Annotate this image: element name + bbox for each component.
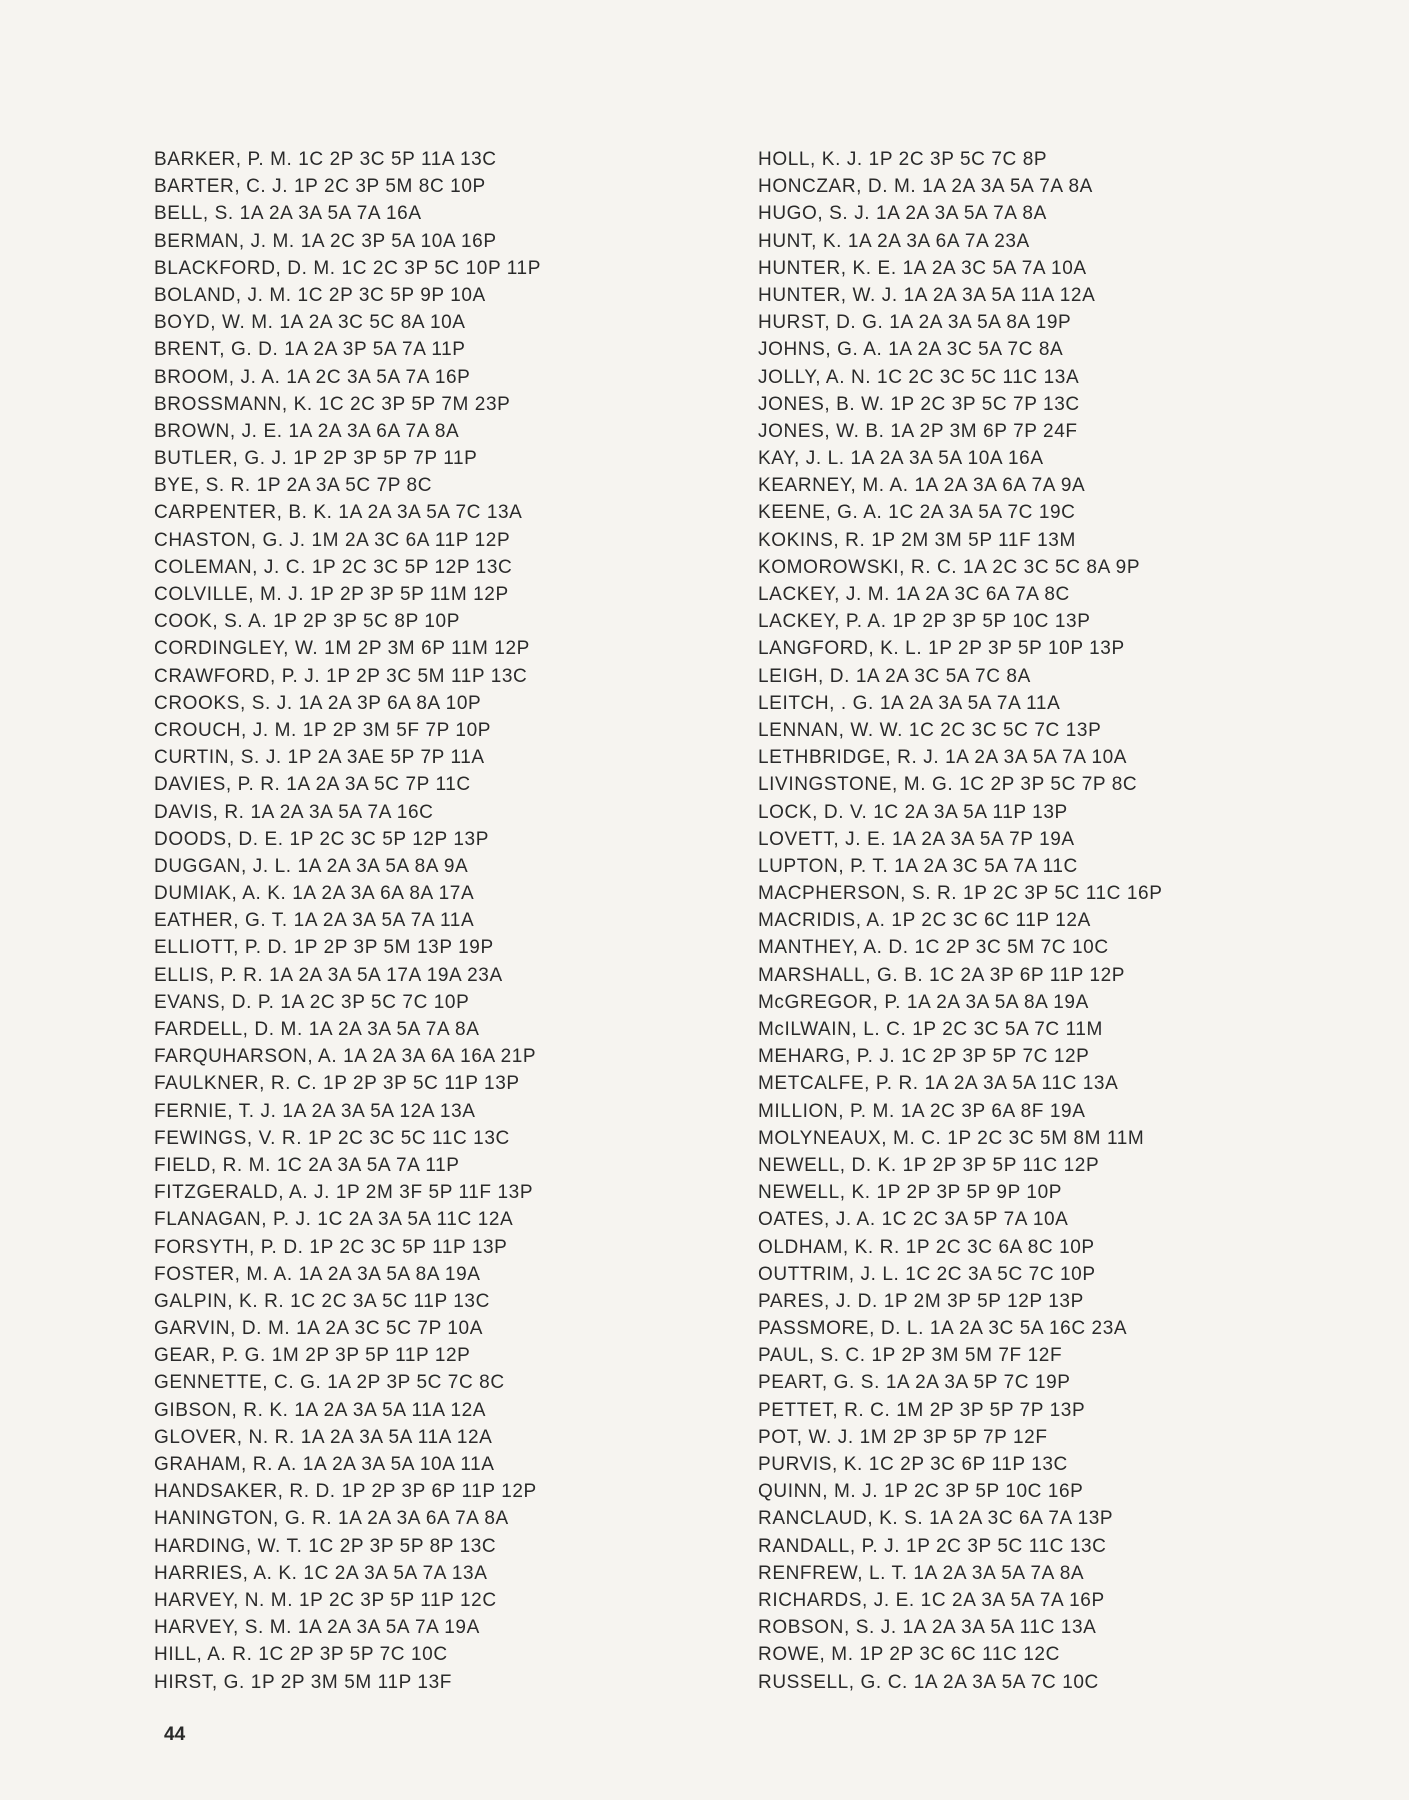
list-item: COLEMAN, J. C. 1P 2C 3C 5P 12P 13C — [154, 556, 513, 578]
list-item: RENFREW, L. T. 1A 2A 3A 5A 7A 8A — [758, 1562, 1085, 1584]
list-item: LIVINGSTONE, M. G. 1C 2P 3P 5C 7P 8C — [758, 774, 1138, 796]
list-item: COOK, S. A. 1P 2P 3P 5C 8P 10P — [154, 611, 460, 633]
list-item: GEAR, P. G. 1M 2P 3P 5P 11P 12P — [154, 1345, 471, 1367]
list-item: McGREGOR, P. 1A 2A 3A 5A 8A 19A — [758, 991, 1089, 1013]
list-item: KEENE, G. A. 1C 2A 3A 5A 7C 19C — [758, 502, 1076, 524]
list-item: LENNAN, W. W. 1C 2C 3C 5C 7C 13P — [758, 719, 1102, 741]
list-item: CHASTON, G. J. 1M 2A 3C 6A 11P 12P — [154, 529, 511, 551]
list-item: BLACKFORD, D. M. 1C 2C 3P 5C 10P 11P — [154, 257, 541, 279]
list-item: BELL, S. 1A 2A 3A 5A 7A 16A — [154, 203, 422, 225]
page-number: 44 — [164, 1724, 186, 1745]
list-item: PASSMORE, D. L. 1A 2A 3C 5A 16C 23A — [758, 1318, 1128, 1340]
list-item: HOLL, K. J. 1P 2C 3P 5C 7C 8P — [758, 149, 1048, 170]
list-item: RUSSELL, G. C. 1A 2A 3A 5A 7C 10C — [758, 1671, 1099, 1693]
list-item: HARVEY, N. M. 1P 2C 3P 5P 11P 12C — [154, 1589, 497, 1611]
list-item: FLANAGAN, P. J. 1C 2A 3A 5A 11C 12A — [154, 1209, 514, 1231]
list-item: BARTER, C. J. 1P 2C 3P 5M 8C 10P — [154, 176, 486, 198]
list-item: LEITCH, . G. 1A 2A 3A 5A 7A 11A — [758, 692, 1061, 714]
list-item: GLOVER, N. R. 1A 2A 3A 5A 11A 12A — [154, 1426, 493, 1448]
list-item: FERNIE, T. J. 1A 2A 3A 5A 12A 13A — [154, 1100, 476, 1122]
list-item: COLVILLE, M. J. 1P 2P 3P 5P 11M 12P — [154, 584, 509, 605]
list-item: BERMAN, J. M. 1A 2C 3P 5A 10A 16P — [154, 230, 497, 252]
list-item: HARDING, W. T. 1C 2P 3P 5P 8P 13C — [154, 1535, 497, 1557]
list-item: CARPENTER, B. K. 1A 2A 3A 5A 7C 13A — [154, 502, 523, 524]
list-item: MILLION, P. M. 1A 2C 3P 6A 8F 19A — [758, 1100, 1086, 1122]
list-item: FEWINGS, V. R. 1P 2C 3C 5C 11C 13C — [154, 1127, 510, 1149]
list-item: FIELD, R. M. 1C 2A 3A 5A 7A 11P — [154, 1154, 460, 1176]
list-item: LANGFORD, K. L. 1P 2P 3P 5P 10P 13P — [758, 638, 1125, 660]
list-item: JONES, B. W. 1P 2C 3P 5C 7P 13C — [758, 393, 1080, 415]
list-item: OATES, J. A. 1C 2C 3A 5P 7A 10A — [758, 1209, 1069, 1231]
list-item: FORSYTH, P. D. 1P 2C 3C 5P 11P 13P — [154, 1236, 508, 1258]
list-item: PETTET, R. C. 1M 2P 3P 5P 7P 13P — [758, 1399, 1086, 1421]
list-item: FARQUHARSON, A. 1A 2A 3A 6A 16A 21P — [154, 1046, 537, 1068]
list-item: KEARNEY, M. A. 1A 2A 3A 6A 7A 9A — [758, 475, 1086, 497]
list-item: DAVIES, P. R. 1A 2A 3A 5C 7P 11C — [154, 774, 471, 796]
list-item: EATHER, G. T. 1A 2A 3A 5A 7A 11A — [154, 910, 475, 932]
list-item: HIRST, G. 1P 2P 3M 5M 11P 13F — [154, 1671, 452, 1693]
list-item: GALPIN, K. R. 1C 2C 3A 5C 11P 13C — [154, 1290, 490, 1312]
list-item: DUGGAN, J. L. 1A 2A 3A 5A 8A 9A — [154, 855, 469, 877]
list-item: OLDHAM, K. R. 1P 2C 3C 6A 8C 10P — [758, 1236, 1095, 1258]
list-item: LOVETT, J. E. 1A 2A 3A 5A 7P 19A — [758, 828, 1075, 850]
list-item: JOHNS, G. A. 1A 2A 3C 5A 7C 8A — [758, 339, 1064, 361]
list-item: RICHARDS, J. E. 1C 2A 3A 5A 7A 16P — [758, 1589, 1105, 1611]
list-item: HILL, A. R. 1C 2P 3P 5P 7C 10C — [154, 1644, 448, 1666]
list-item: EVANS, D. P. 1A 2C 3P 5C 7C 10P — [154, 991, 470, 1013]
list-item: BROOM, J. A. 1A 2C 3A 5A 7A 16P — [154, 366, 471, 388]
list-item: RANDALL, P. J. 1P 2C 3P 5C 11C 13C — [758, 1535, 1107, 1557]
list-item: HUGO, S. J. 1A 2A 3A 5A 7A 8A — [758, 203, 1047, 225]
list-item: BROWN, J. E. 1A 2A 3A 6A 7A 8A — [154, 420, 460, 442]
list-item: DOODS, D. E. 1P 2C 3C 5P 12P 13P — [154, 828, 489, 850]
list-item: HUNTER, W. J. 1A 2A 3A 5A 11A 12A — [758, 284, 1096, 306]
list-item: ROBSON, S. J. 1A 2A 3A 5A 11C 13A — [758, 1617, 1097, 1639]
list-item: DUMIAK, A. K. 1A 2A 3A 6A 8A 17A — [154, 883, 475, 905]
list-item: LACKEY, J. M. 1A 2A 3C 6A 7A 8C — [758, 584, 1070, 605]
list-item: KOKINS, R. 1P 2M 3M 5P 11F 13M — [758, 529, 1076, 551]
list-item: BRENT, G. D. 1A 2A 3P 5A 7A 11P — [154, 339, 466, 361]
list-item: HANINGTON, G. R. 1A 2A 3A 6A 7A 8A — [154, 1508, 509, 1530]
list-item: KOMOROWSKI, R. C. 1A 2C 3C 5C 8A 9P — [758, 556, 1141, 578]
list-item: FARDELL, D. M. 1A 2A 3A 5A 7A 8A — [154, 1019, 480, 1040]
list-item: CROUCH, J. M. 1P 2P 3M 5F 7P 10P — [154, 719, 492, 741]
list-item: GIBSON, R. K. 1A 2A 3A 5A 11A 12A — [154, 1399, 487, 1421]
list-item: GENNETTE, C. G. 1A 2P 3P 5C 7C 8C — [154, 1372, 505, 1394]
list-item: BOLAND, J. M. 1C 2P 3C 5P 9P 10A — [154, 284, 486, 306]
list-item: JONES, W. B. 1A 2P 3M 6P 7P 24F — [758, 420, 1078, 442]
list-item: RANCLAUD, K. S. 1A 2A 3C 6A 7A 13P — [758, 1508, 1114, 1530]
list-item: ELLIS, P. R. 1A 2A 3A 5A 17A 19A 23A — [154, 964, 503, 986]
list-item: LACKEY, P. A. 1P 2P 3P 5P 10C 13P — [758, 611, 1091, 633]
list-item: BUTLER, G. J. 1P 2P 3P 5P 7P 11P — [154, 448, 478, 470]
list-item: BARKER, P. M. 1C 2P 3C 5P 11A 13C — [154, 149, 497, 170]
list-item: HARRIES, A. K. 1C 2A 3A 5A 7A 13A — [154, 1562, 488, 1584]
list-item: CRAWFORD, P. J. 1P 2P 3C 5M 11P 13C — [154, 665, 528, 687]
list-item: MANTHEY, A. D. 1C 2P 3C 5M 7C 10C — [758, 937, 1109, 959]
list-item: HANDSAKER, R. D. 1P 2P 3P 6P 11P 12P — [154, 1481, 537, 1503]
list-item: LUPTON, P. T. 1A 2A 3C 5A 7A 11C — [758, 855, 1078, 877]
list-item: HARVEY, S. M. 1A 2A 3A 5A 7A 19A — [154, 1617, 480, 1639]
list-item: GRAHAM, R. A. 1A 2A 3A 5A 10A 11A — [154, 1454, 495, 1475]
list-item: PAUL, S. C. 1P 2P 3M 5M 7F 12F — [758, 1345, 1063, 1367]
list-item: BYE, S. R. 1P 2A 3A 5C 7P 8C — [154, 475, 433, 497]
list-item: FOSTER, M. A. 1A 2A 3A 5A 8A 19A — [154, 1263, 481, 1285]
list-item: METCALFE, P. R. 1A 2A 3A 5A 11C 13A — [758, 1073, 1119, 1095]
list-item: HUNTER, K. E. 1A 2A 3C 5A 7A 10A — [758, 257, 1087, 279]
list-item: HUNT, K. 1A 2A 3A 6A 7A 23A — [758, 230, 1030, 252]
list-item: JOLLY, A. N. 1C 2C 3C 5C 11C 13A — [758, 366, 1080, 388]
right-name-column — [758, 146, 1162, 1696]
list-item: ROWE, M. 1P 2P 3C 6C 11C 12C — [758, 1644, 1060, 1666]
list-item: FITZGERALD, A. J. 1P 2M 3F 5P 11F 13P — [154, 1182, 534, 1204]
list-item: LETHBRIDGE, R. J. 1A 2A 3A 5A 7A 10A — [758, 747, 1128, 769]
list-item: ELLIOTT, P. D. 1P 2P 3P 5M 13P 19P — [154, 937, 494, 959]
list-item: HONCZAR, D. M. 1A 2A 3A 5A 7A 8A — [758, 176, 1093, 198]
list-item: CROOKS, S. J. 1A 2A 3P 6A 8A 10P — [154, 692, 482, 714]
list-item: CURTIN, S. J. 1P 2A 3AE 5P 7P 11A — [154, 747, 485, 769]
list-item: HURST, D. G. 1A 2A 3A 5A 8A 19P — [758, 312, 1072, 334]
list-item: FAULKNER, R. C. 1P 2P 3P 5C 11P 13P — [154, 1073, 520, 1095]
list-item: BROSSMANN, K. 1C 2C 3P 5P 7M 23P — [154, 393, 511, 415]
list-item: PURVIS, K. 1C 2P 3C 6P 11P 13C — [758, 1454, 1068, 1475]
list-item: NEWELL, D. K. 1P 2P 3P 5P 11C 12P — [758, 1154, 1100, 1176]
list-item: LEIGH, D. 1A 2A 3C 5A 7C 8A — [758, 665, 1031, 687]
list-item: MOLYNEAUX, M. C. 1P 2C 3C 5M 8M 11M — [758, 1127, 1145, 1149]
left-name-column — [154, 146, 541, 1696]
list-item: MEHARG, P. J. 1C 2P 3P 5P 7C 12P — [758, 1046, 1090, 1068]
list-item: QUINN, M. J. 1P 2C 3P 5P 10C 16P — [758, 1481, 1084, 1503]
list-item: LOCK, D. V. 1C 2A 3A 5A 11P 13P — [758, 801, 1068, 823]
list-item: MARSHALL, G. B. 1C 2A 3P 6P 11P 12P — [758, 964, 1126, 986]
list-item: DAVIS, R. 1A 2A 3A 5A 7A 16C — [154, 801, 434, 823]
list-item: CORDINGLEY, W. 1M 2P 3M 6P 11M 12P — [154, 638, 530, 660]
list-item: KAY, J. L. 1A 2A 3A 5A 10A 16A — [758, 448, 1044, 470]
list-item: MACPHERSON, S. R. 1P 2C 3P 5C 11C 16P — [758, 883, 1163, 905]
list-item: PARES, J. D. 1P 2M 3P 5P 12P 13P — [758, 1290, 1084, 1312]
list-item: PEART, G. S. 1A 2A 3A 5P 7C 19P — [758, 1372, 1071, 1394]
list-item: MACRIDIS, A. 1P 2C 3C 6C 11P 12A — [758, 910, 1091, 932]
list-item: NEWELL, K. 1P 2P 3P 5P 9P 10P — [758, 1182, 1063, 1204]
list-item: GARVIN, D. M. 1A 2A 3C 5C 7P 10A — [154, 1318, 483, 1340]
list-item: BOYD, W. M. 1A 2A 3C 5C 8A 10A — [154, 312, 466, 334]
list-item: OUTTRIM, J. L. 1C 2C 3A 5C 7C 10P — [758, 1263, 1096, 1285]
list-item: POT, W. J. 1M 2P 3P 5P 7P 12F — [758, 1426, 1048, 1448]
list-item: McILWAIN, L. C. 1P 2C 3C 5A 7C 11M — [758, 1019, 1103, 1040]
